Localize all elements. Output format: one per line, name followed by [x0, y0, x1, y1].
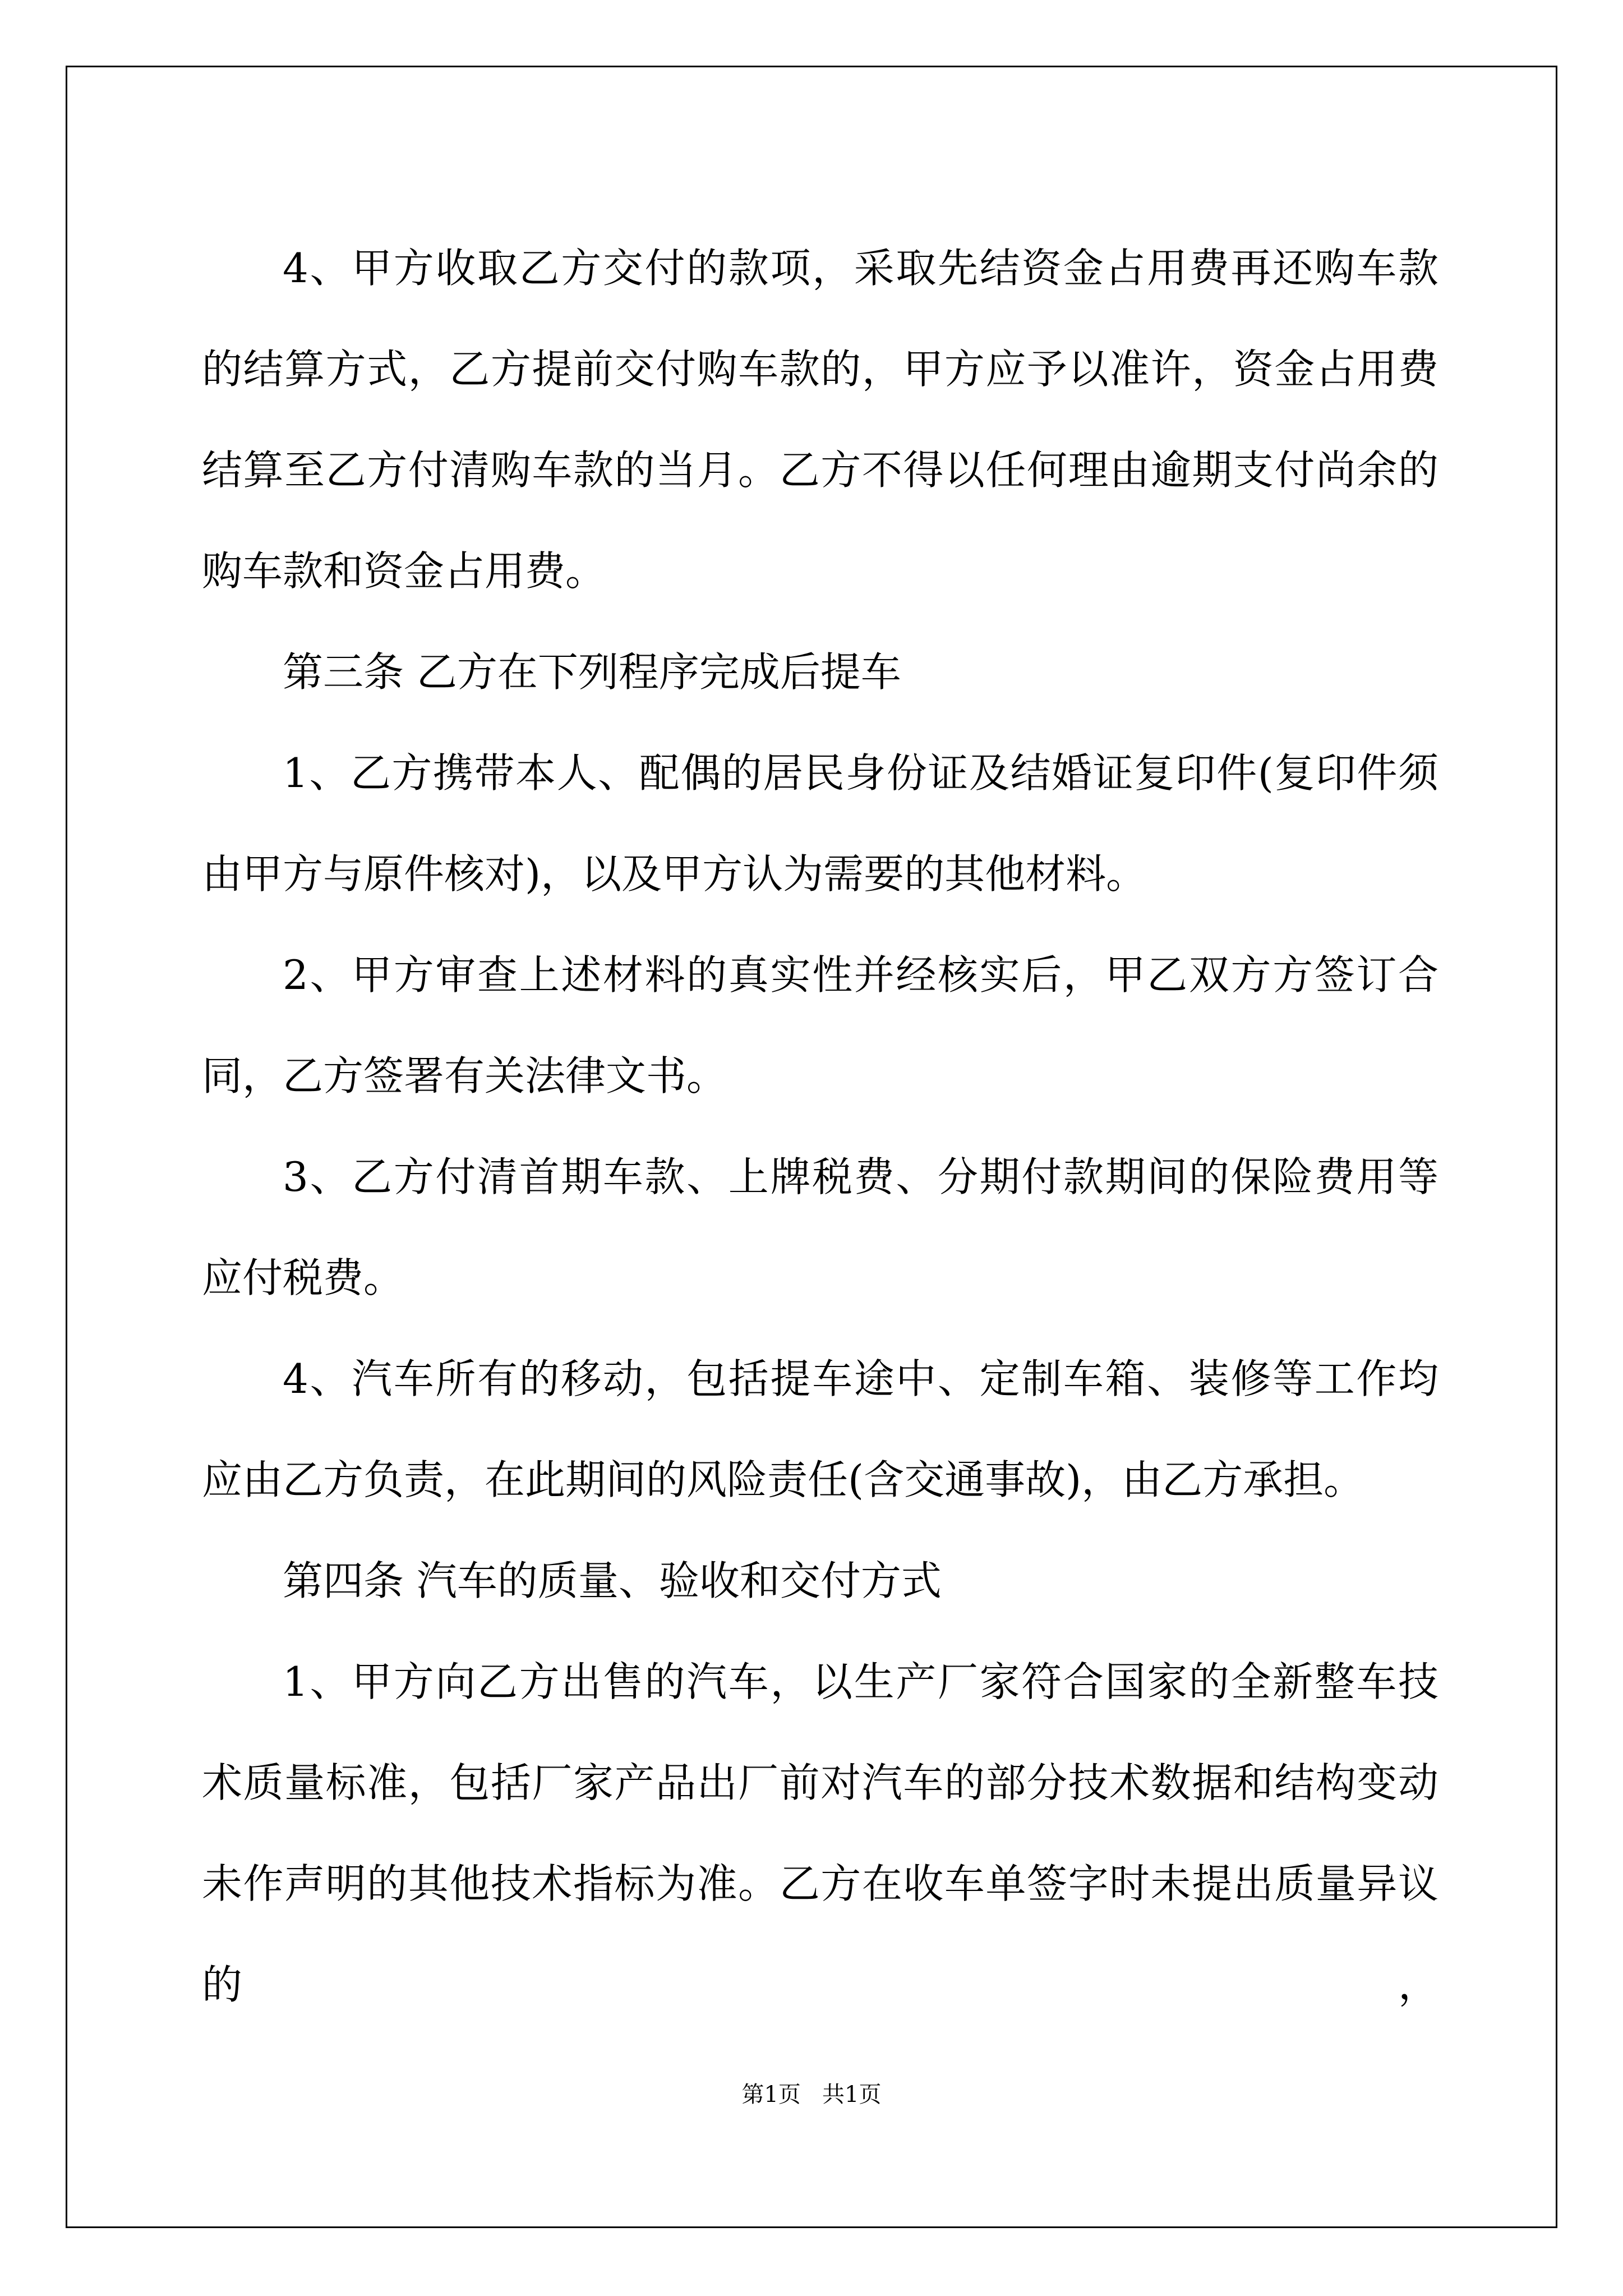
paragraph-clause-3-item-4: 4、甲方收取乙方交付的款项，采取先结资金占用费再还购车款的结算方式，乙方提前交付购车款的，甲方应予以准许，资金占用费结算至乙方付清购车款的当月。乙方不得以任何理由逾期支付尚余的购车款和资金占用费。: [202, 245, 1438, 595]
paragraph-article-4-item-1: 1、甲方向乙方出售的汽车，以生产厂家符合国家的全新整车技术质量标准，包括厂家产品出厂前对汽车的部分技术数据和结构变动未作声明的其他技术指标为准。乙方在收车单签字时未提出质量异议的，: [202, 1658, 1438, 2008]
heading-article-4: 第四条 汽车的质量、验收和交付方式: [283, 1557, 942, 1604]
paragraph-article-3-item-4: 4、汽车所有的移动，包括提车途中、定制车箱、装修等工作均应由乙方负责，在此期间的风险责任(含交通事故)，由乙方承担。: [202, 1355, 1438, 1503]
paragraph-article-3-item-2: 2、甲方审查上述材料的真实性并经核实后，甲乙双方方签订合同，乙方签署有关法律文书。: [202, 951, 1438, 1099]
heading-article-3: 第三条 乙方在下列程序完成后提车: [283, 648, 901, 696]
page-number: 第1页 共1页: [741, 2082, 882, 2108]
document-body: [202, 218, 1438, 2035]
paragraph-article-3-item-3: 3、乙方付清首期车款、上牌税费、分期付款期间的保险费用等应付税费。: [202, 1153, 1438, 1301]
paragraph-article-3-item-1: 1、乙方携带本人、配偶的居民身份证及结婚证复印件(复印件须由甲方与原件核对)，以及甲方认为需要的其他材料。: [202, 749, 1438, 898]
